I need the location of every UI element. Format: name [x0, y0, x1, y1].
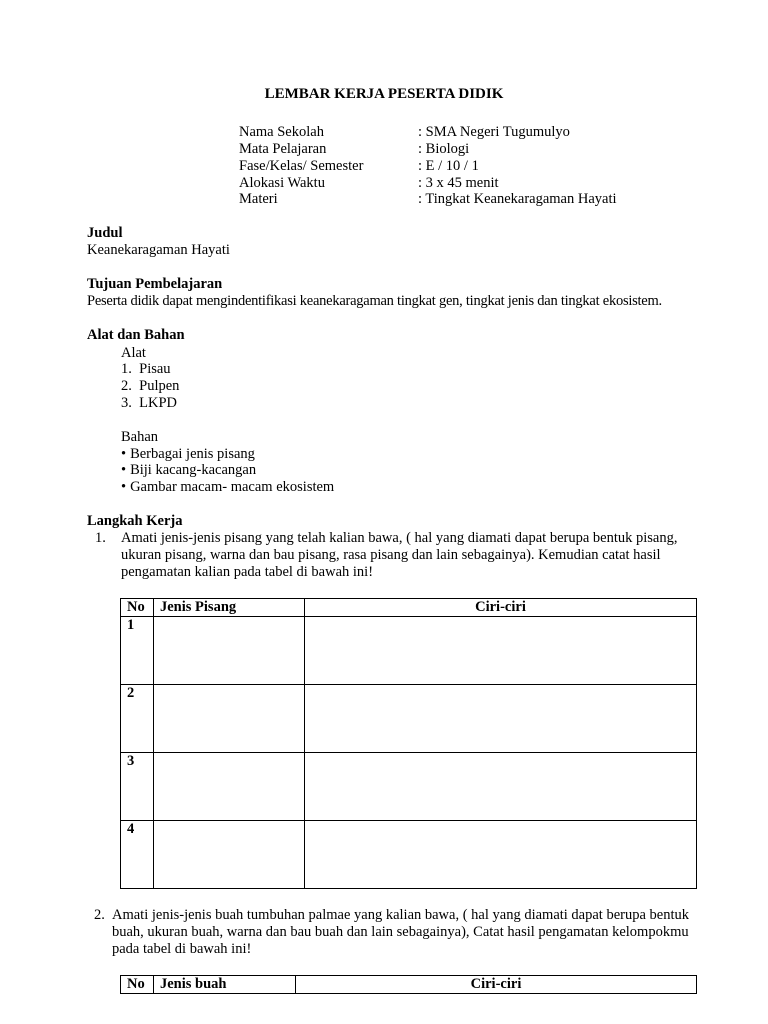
bahan-label: Bahan	[121, 429, 159, 445]
alat-item: 3. LKPD	[121, 395, 177, 411]
document-title: LEMBAR KERJA PESERTA DIDIK	[264, 86, 504, 102]
langkah-heading: Langkah Kerja	[87, 513, 183, 529]
bahan-item: • Berbagai jenis pisang	[121, 446, 255, 463]
input-cell-ciri[interactable]	[305, 685, 697, 753]
input-cell-jenis[interactable]	[154, 685, 305, 753]
bahan-item: • Biji kacang-kacangan	[121, 462, 256, 479]
table-header: No	[121, 976, 154, 994]
table-row	[121, 821, 697, 889]
step-number: 1.	[95, 530, 106, 546]
identity-value: : Biologi	[418, 141, 470, 157]
alat-item: 2. Pulpen	[121, 378, 180, 394]
identity-label: Materi	[239, 191, 278, 207]
observation-table-buah	[120, 975, 697, 994]
bahan-item: • Gambar macam- macam ekosistem	[121, 479, 334, 496]
step-text: Amati jenis-jenis buah tumbuhan palmae yang kalian bawa, ( hal yang diamati dapat berupa bentuk buah, ukuran buah, warna dan bau buah dan lain sebagainya), Catat hasil pengamatan kelompokmu pada tabel di bawah ini!	[112, 907, 689, 957]
identity-value: : E / 10 / 1	[418, 158, 479, 174]
identity-value: : Tingkat Keanekaragaman Hayati	[418, 191, 617, 207]
input-cell-ciri[interactable]	[305, 617, 697, 685]
input-cell-ciri[interactable]	[305, 753, 697, 821]
row-number: 2	[121, 685, 154, 753]
row-number: 4	[121, 821, 154, 889]
identity-label: Mata Pelajaran	[239, 141, 327, 157]
input-cell-jenis[interactable]	[154, 753, 305, 821]
tujuan-text: Peserta didik dapat mengindentifikasi keanekaragaman tingkat gen, tingkat jenis dan tingkat ekosistem.	[87, 293, 662, 309]
table-header: Jenis buah	[154, 976, 296, 994]
step-1	[95, 530, 681, 581]
alat-item: 1. Pisau	[121, 361, 171, 377]
table-header: No	[121, 599, 154, 617]
judul-text: Keanekaragaman Hayati	[87, 242, 230, 258]
identity-label: Nama Sekolah	[239, 124, 324, 140]
identity-label: Alokasi Waktu	[239, 175, 325, 191]
row-number: 1	[121, 617, 154, 685]
table-row	[121, 685, 697, 753]
table-row	[121, 753, 697, 821]
table-header: Jenis Pisang	[154, 599, 305, 617]
observation-table-pisang	[120, 598, 697, 889]
input-cell-ciri[interactable]	[305, 821, 697, 889]
table-row	[121, 617, 697, 685]
step-number: 2.	[94, 907, 105, 923]
identity-value: : 3 x 45 menit	[418, 175, 499, 191]
step-text: Amati jenis-jenis pisang yang telah kalian bawa, ( hal yang diamati dapat berupa bentuk pisang, ukuran pisang, warna dan bau pisang, rasa pisang dan lain sebagainya). Kemudian catat hasil pengamatan kalian pada tabel di bawah ini!	[121, 530, 678, 580]
judul-heading: Judul	[87, 225, 123, 241]
table-header: Ciri-ciri	[305, 599, 697, 617]
identity-label: Fase/Kelas/ Semester	[239, 158, 364, 174]
input-cell-jenis[interactable]	[154, 617, 305, 685]
tujuan-heading: Tujuan Pembelajaran	[87, 276, 223, 292]
alat-bahan-heading: Alat dan Bahan	[87, 327, 185, 343]
row-number: 3	[121, 753, 154, 821]
alat-label: Alat	[121, 345, 146, 361]
step-2	[94, 907, 702, 958]
identity-value: : SMA Negeri Tugumulyo	[418, 124, 570, 140]
input-cell-jenis[interactable]	[154, 821, 305, 889]
table-header: Ciri-ciri	[296, 976, 697, 994]
